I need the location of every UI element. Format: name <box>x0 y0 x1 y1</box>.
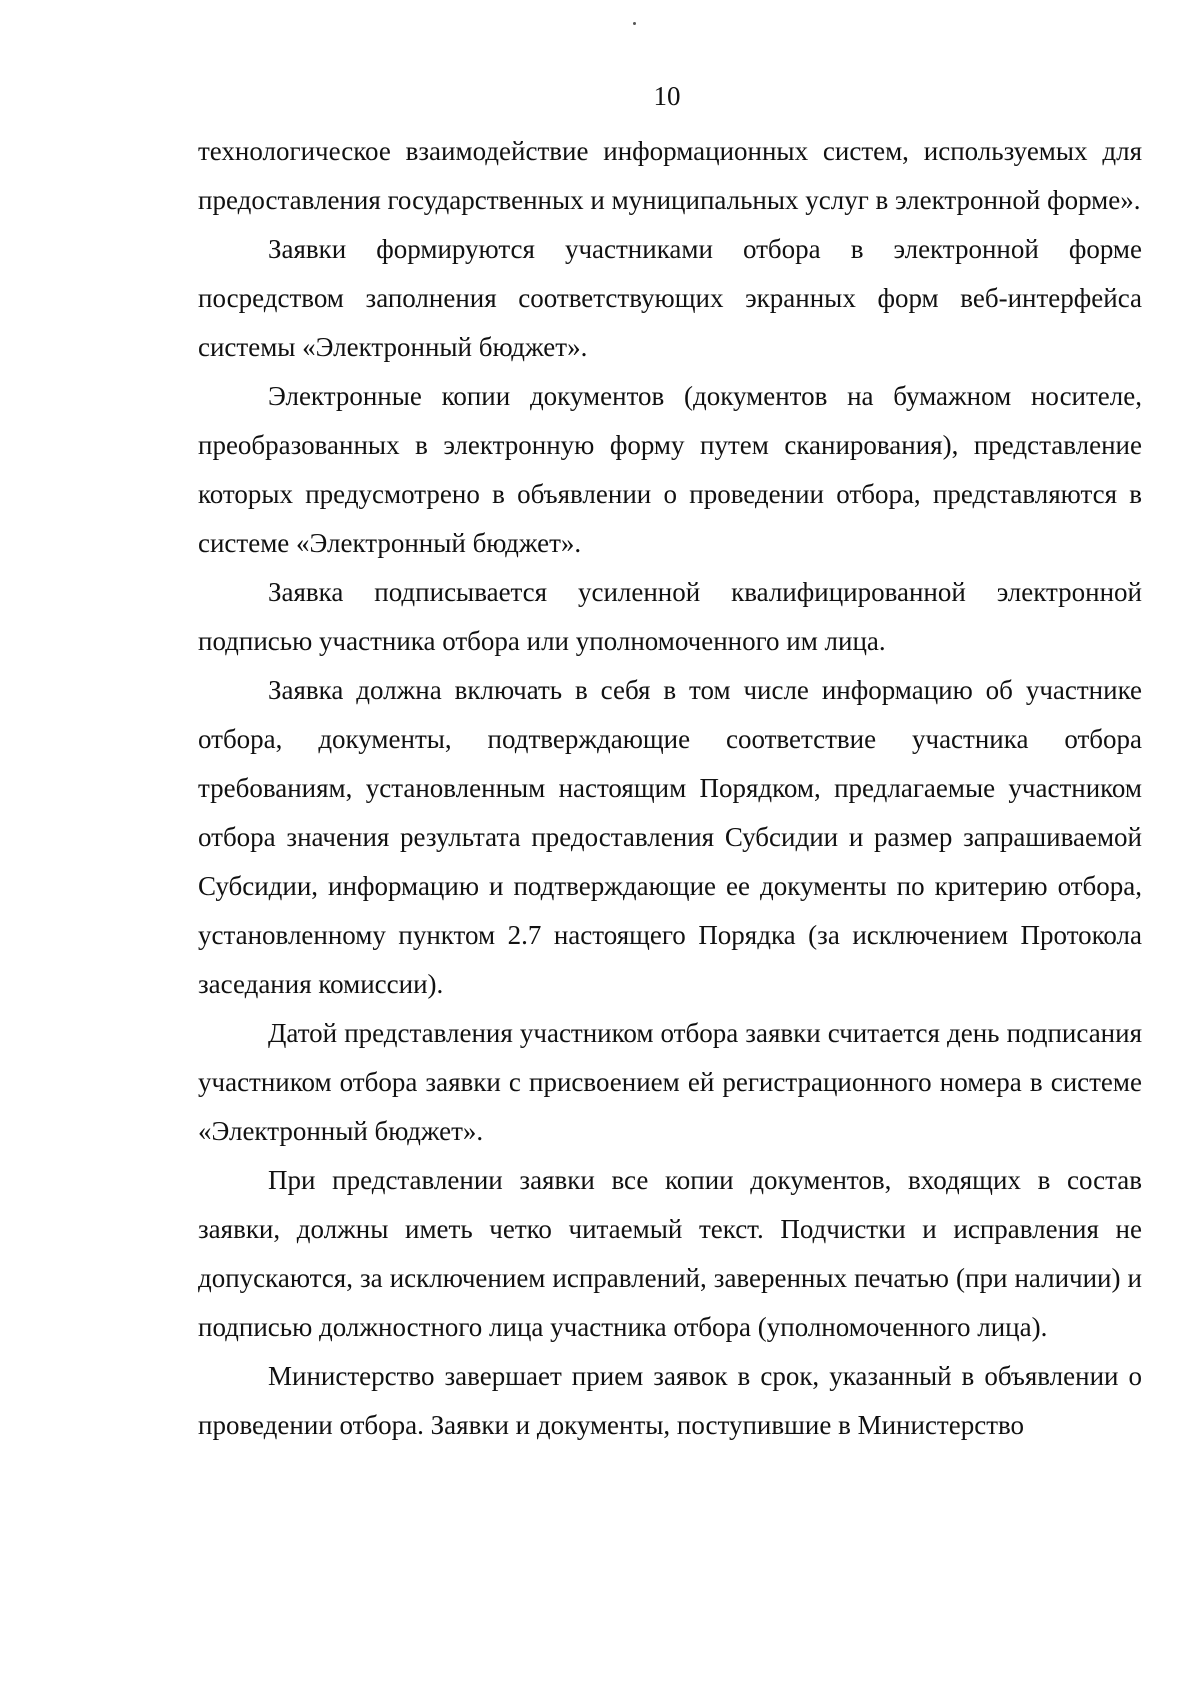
body-text <box>198 127 1142 1450</box>
paragraph: Датой представления участником отбора заявки считается день подписания участником отбора заявки с присвоением ей регистрационного номера в системе «Электронный бюджет». <box>198 1018 1142 1146</box>
paragraph-continuation: технологическое взаимодействие информационных систем, используемых для предоставления государственных и муниципальных услуг в электронной форме». <box>198 136 1142 215</box>
page-number: 10 <box>653 81 681 111</box>
paragraph: Заявки формируются участниками отбора в электронной форме посредством заполнения соответствующих экранных форм веб-интерфейса системы «Электронный бюджет». <box>198 234 1142 362</box>
scan-speck <box>633 22 636 25</box>
paragraph: Министерство завершает прием заявок в срок, указанный в объявлении о проведении отбора. Заявки и документы, поступившие в Министерство <box>198 1361 1142 1440</box>
paragraph: Заявка должна включать в себя в том числе информацию об участнике отбора, документы, подтверждающие соответствие участника отбора требованиям, установленным настоящим Порядком, предлагаемые участником отбора значения результата предоставления Субсидии и размер запрашиваемой Субсидии, информацию и подтверждающие ее документы по критерию отбора, установленному пунктом 2.7 настоящего Порядка (за исключением Протокола заседания комиссии). <box>198 675 1142 999</box>
paragraph: Заявка подписывается усиленной квалифицированной электронной подписью участника отбора или уполномоченного им лица. <box>198 577 1142 656</box>
paragraph: При представлении заявки все копии документов, входящих в состав заявки, должны иметь четко читаемый текст. Подчистки и исправления не допускаются, за исключением исправлений, заверенных печатью (при наличии) и подписью должностного лица участника отбора (уполномоченного лица). <box>198 1165 1142 1342</box>
paragraph: Электронные копии документов (документов на бумажном носителе, преобразованных в электронную форму путем сканирования), представление которых предусмотрено в объявлении о проведении отбора, представляются в системе «Электронный бюджет». <box>198 381 1142 558</box>
